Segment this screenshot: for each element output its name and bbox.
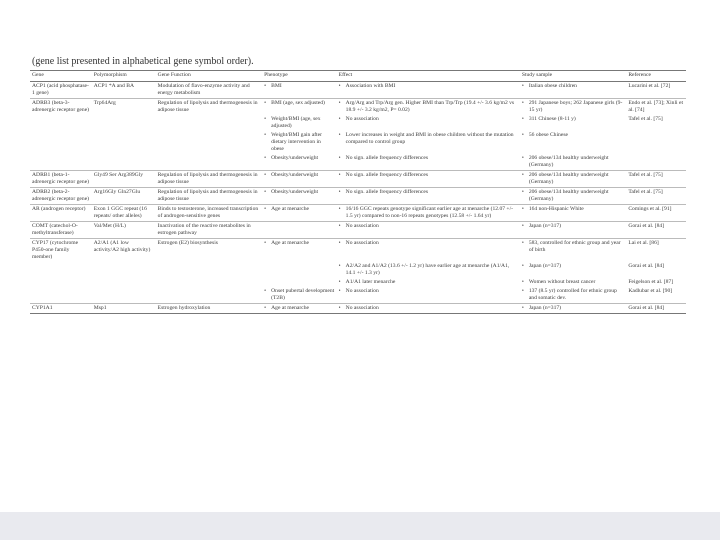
table-row [30, 222, 686, 239]
cell-func [156, 262, 262, 278]
cell-pheno [262, 99, 337, 116]
cell-text: Estrogen (E2) biosynthesis [157, 240, 218, 246]
cell-text: • BMI (age, sex adjusted) [264, 100, 335, 107]
cell-text: Modulation of flavo-enzyme activity and energy metabolism [157, 83, 250, 96]
cell-ref [626, 222, 686, 239]
cell-text: Exon 1 GGC repeat (16 repeats/ other alleles) [93, 206, 147, 219]
cell-ref [626, 115, 686, 131]
cell-pheno [262, 222, 337, 239]
cell-pheno [262, 82, 337, 99]
cell-poly [92, 99, 156, 116]
table-row [30, 171, 686, 188]
cell-gene [30, 222, 92, 239]
cell-effect [337, 115, 520, 131]
cell-text: Endo et al. [73]; Xinli et al. [74] [628, 100, 683, 113]
cell-ref [626, 154, 686, 171]
header-gene: Gene [30, 71, 92, 82]
table-row [30, 99, 686, 116]
cell-pheno [262, 304, 337, 314]
cell-poly [92, 287, 156, 304]
cell-text: ADRB2 (beta-2-adrenergic receptor gene) [32, 189, 90, 202]
cell-poly [92, 115, 156, 131]
cell-func [156, 99, 262, 116]
cell-pheno [262, 205, 337, 222]
table-row [30, 239, 686, 263]
cell-gene [30, 131, 92, 154]
cell-text: • Obesity/underweight [264, 172, 335, 179]
cell-ref [626, 278, 686, 287]
cell-text: • 291 Japanese boys; 262 Japanese girls (9-15 yr) [522, 100, 624, 114]
header-reference: Reference [626, 71, 686, 82]
cell-text: Arg16Gly Gln27Glu [93, 189, 141, 195]
cell-text: • Japan (n=317) [522, 263, 624, 270]
cell-poly [92, 304, 156, 314]
cell-text: • Obesity/underweight [264, 155, 335, 162]
header-effect: Effect [337, 71, 520, 82]
cell-text: • 137 (8.5 yr) controlled for ethnic group and somatic dev. [522, 288, 624, 302]
cell-ref [626, 262, 686, 278]
cell-sample [520, 205, 626, 222]
cell-sample [520, 131, 626, 154]
cell-func [156, 278, 262, 287]
cell-text: A2/A1 (A1 low activity/A2 high activity) [93, 240, 151, 253]
cell-sample [520, 82, 626, 99]
cell-sample [520, 287, 626, 304]
cell-gene [30, 99, 92, 116]
cell-text: • Women without breast cancer [522, 279, 624, 286]
cell-func [156, 205, 262, 222]
cell-poly [92, 131, 156, 154]
cell-text: Gly49 Ser Arg389Gly [93, 172, 144, 178]
cell-text: • Italian obese children [522, 83, 624, 90]
table-header-row [30, 71, 686, 82]
cell-poly [92, 262, 156, 278]
cell-text: Comings et al. [91] [628, 206, 672, 212]
cell-text: Regulation of lipolysis and thermogenesis in adipose tissue [157, 100, 258, 113]
cell-poly [92, 171, 156, 188]
cell-text: • Association with BMI [339, 83, 518, 90]
cell-sample [520, 171, 626, 188]
cell-text: • No association [339, 116, 518, 123]
cell-text: • 206 obese/134 healthy underweight (Germany) [522, 189, 624, 203]
table-caption: (gene list presented in alphabetical gene symbol order). [32, 56, 254, 67]
cell-text: Regulation of lipolysis and thermogenesis in adipose tissue [157, 189, 258, 202]
table-row [30, 205, 686, 222]
cell-effect [337, 262, 520, 278]
cell-text: Trp64Arg [93, 100, 116, 106]
cell-text: Feigelson et al. [87] [628, 279, 674, 285]
table-row [30, 154, 686, 171]
cell-func [156, 171, 262, 188]
cell-func [156, 222, 262, 239]
cell-text: • A1/A1 later menarche [339, 279, 518, 286]
cell-pheno [262, 171, 337, 188]
cell-sample [520, 154, 626, 171]
cell-pheno [262, 287, 337, 304]
cell-ref [626, 171, 686, 188]
cell-gene [30, 188, 92, 205]
cell-text: Gorai et al. [84] [628, 263, 665, 269]
cell-effect [337, 171, 520, 188]
cell-text: • Japan (n=317) [522, 305, 624, 312]
cell-effect [337, 287, 520, 304]
cell-gene [30, 154, 92, 171]
cell-pheno [262, 115, 337, 131]
cell-ref [626, 99, 686, 116]
header-study-sample: Study sample [520, 71, 626, 82]
cell-text: • 206 obese/134 healthy underweight (Germany) [522, 155, 624, 169]
cell-text: Tafel et al. [75] [628, 189, 663, 195]
cell-text: Msp1 [93, 305, 107, 311]
cell-gene [30, 262, 92, 278]
cell-text: • 164 non-Hispanic White [522, 206, 624, 213]
cell-ref [626, 131, 686, 154]
cell-pheno [262, 239, 337, 263]
cell-text: • No association [339, 223, 518, 230]
cell-func [156, 239, 262, 263]
cell-gene [30, 205, 92, 222]
table-row [30, 131, 686, 154]
cell-func [156, 115, 262, 131]
table-row [30, 115, 686, 131]
cell-effect [337, 205, 520, 222]
footer-band [0, 512, 720, 540]
cell-poly [92, 278, 156, 287]
cell-text: Regulation of lipolysis and thermogenesis in adipose tissue [157, 172, 258, 185]
cell-text: • 583, controlled for ethnic group and year of birth [522, 240, 624, 254]
table-row [30, 278, 686, 287]
cell-func [156, 154, 262, 171]
cell-func [156, 131, 262, 154]
cell-effect [337, 131, 520, 154]
cell-text: • BMI [264, 83, 335, 90]
cell-text: CYP1A1 [32, 305, 53, 311]
cell-text: • No association [339, 288, 518, 295]
cell-text: • 16/16 GGC repeats genotype significant earlier age at menarche (12.07 +/- 1.5 yr) compared to non-16 repeats genotypes (12.58 +/- 1.64 yr) [339, 206, 518, 220]
cell-poly [92, 205, 156, 222]
cell-func [156, 304, 262, 314]
cell-text: • 311 Chinese (8-11 y) [522, 116, 624, 123]
cell-sample [520, 115, 626, 131]
cell-text: • No sign. allele frequency differences [339, 155, 518, 162]
cell-sample [520, 188, 626, 205]
cell-text: AR (androgen receptor) [32, 206, 86, 212]
cell-text: Binds to testosterone, increased transcription of androgen-sensitive genes [157, 206, 259, 219]
cell-effect [337, 222, 520, 239]
header-gene-function: Gene Function [156, 71, 262, 82]
cell-text: ACP1 *A and BA [93, 83, 135, 89]
cell-text: ADRB1 (beta-1-adrenergic receptor gene) [32, 172, 90, 185]
cell-text: • Lower increases in weight and BMI in obese children without the mutation compared to control group [339, 132, 518, 146]
cell-sample [520, 278, 626, 287]
cell-poly [92, 222, 156, 239]
cell-poly [92, 188, 156, 205]
cell-ref [626, 82, 686, 99]
cell-poly [92, 239, 156, 263]
cell-effect [337, 278, 520, 287]
cell-sample [520, 99, 626, 116]
cell-effect [337, 99, 520, 116]
cell-sample [520, 262, 626, 278]
cell-gene [30, 239, 92, 263]
cell-func [156, 188, 262, 205]
cell-text: ACP1 (acid phosphatase-1 gene) [32, 83, 89, 96]
table-row [30, 262, 686, 278]
cell-pheno [262, 131, 337, 154]
header-phenotype: Phenotype [262, 71, 337, 82]
cell-text: • Weight/BMI gain after dietary intervention in obese [264, 132, 335, 153]
cell-pheno [262, 278, 337, 287]
cell-gene [30, 278, 92, 287]
cell-text: • 206 obese/134 healthy underweight (Germany) [522, 172, 624, 186]
cell-text: • No association [339, 305, 518, 312]
cell-ref [626, 205, 686, 222]
cell-text: COMT (catechol-O-methyltransferase) [32, 223, 78, 236]
cell-pheno [262, 262, 337, 278]
cell-text: Val/Met (H/L) [93, 223, 126, 229]
cell-ref [626, 287, 686, 304]
cell-text: • No sign. allele frequency differences [339, 189, 518, 196]
cell-sample [520, 222, 626, 239]
cell-text: Estrogen hydroxylation [157, 305, 211, 311]
cell-text: Kadlubar et al. [90] [628, 288, 673, 294]
cell-pheno [262, 188, 337, 205]
cell-poly [92, 154, 156, 171]
cell-func [156, 287, 262, 304]
cell-text: • No association [339, 240, 518, 247]
cell-text: Lai et al. [86] [628, 240, 659, 246]
table-row [30, 287, 686, 304]
cell-text: • Age at menarche [264, 240, 335, 247]
cell-text: Tafel et al. [75] [628, 116, 663, 122]
cell-text: • No sign. allele frequency differences [339, 172, 518, 179]
cell-text: Gorai et al. [84] [628, 305, 665, 311]
cell-ref [626, 188, 686, 205]
cell-pheno [262, 154, 337, 171]
cell-text: Gorai et al. [84] [628, 223, 665, 229]
cell-sample [520, 304, 626, 314]
cell-sample [520, 239, 626, 263]
cell-func [156, 82, 262, 99]
cell-text: • Age at menarche [264, 305, 335, 312]
cell-effect [337, 239, 520, 263]
table-row [30, 304, 686, 314]
cell-text: • A2/A2 and A1/A2 (13.6 +/- 1.2 yr) have earlier age at menarche (A1/A1, 14.1 +/- 1.3 yr) [339, 263, 518, 277]
cell-text: Lucarini et al. [72] [628, 83, 671, 89]
table-row [30, 82, 686, 99]
cell-text: ADRB3 (beta-3-adrenergic receptor gene) [32, 100, 90, 113]
cell-text: • Weight/BMI (age, sex adjusted) [264, 116, 335, 130]
cell-gene [30, 304, 92, 314]
table-row [30, 188, 686, 205]
cell-text: • 56 obese Chinese [522, 132, 624, 139]
cell-gene [30, 171, 92, 188]
cell-effect [337, 304, 520, 314]
cell-effect [337, 154, 520, 171]
cell-poly [92, 82, 156, 99]
header-polymorphism: Polymorphism [92, 71, 156, 82]
cell-text: Tafel et al. [75] [628, 172, 663, 178]
cell-ref [626, 304, 686, 314]
cell-effect [337, 188, 520, 205]
cell-gene [30, 115, 92, 131]
cell-text: • Arg/Arg and Trp/Arg gen. Higher BMI than Trp/Trp (19.4 +/- 3.6 kg/m2 vs 18.9 +/- 3.2 kg/m2, P= 0.02) [339, 100, 518, 114]
gene-polymorphism-table [30, 70, 686, 314]
cell-text: • Onset pubertal development (T2B) [264, 288, 335, 302]
cell-text: CYP17 (cytochrome P450-one family member) [32, 240, 79, 260]
cell-text: • Age at menarche [264, 206, 335, 213]
cell-ref [626, 239, 686, 263]
cell-gene [30, 287, 92, 304]
cell-text: Inactivation of the reactive metabolites in estrogen pathway [157, 223, 251, 236]
cell-text: • Japan (n=317) [522, 223, 624, 230]
cell-effect [337, 82, 520, 99]
cell-text: • Obesity/underweight [264, 189, 335, 196]
cell-gene [30, 82, 92, 99]
